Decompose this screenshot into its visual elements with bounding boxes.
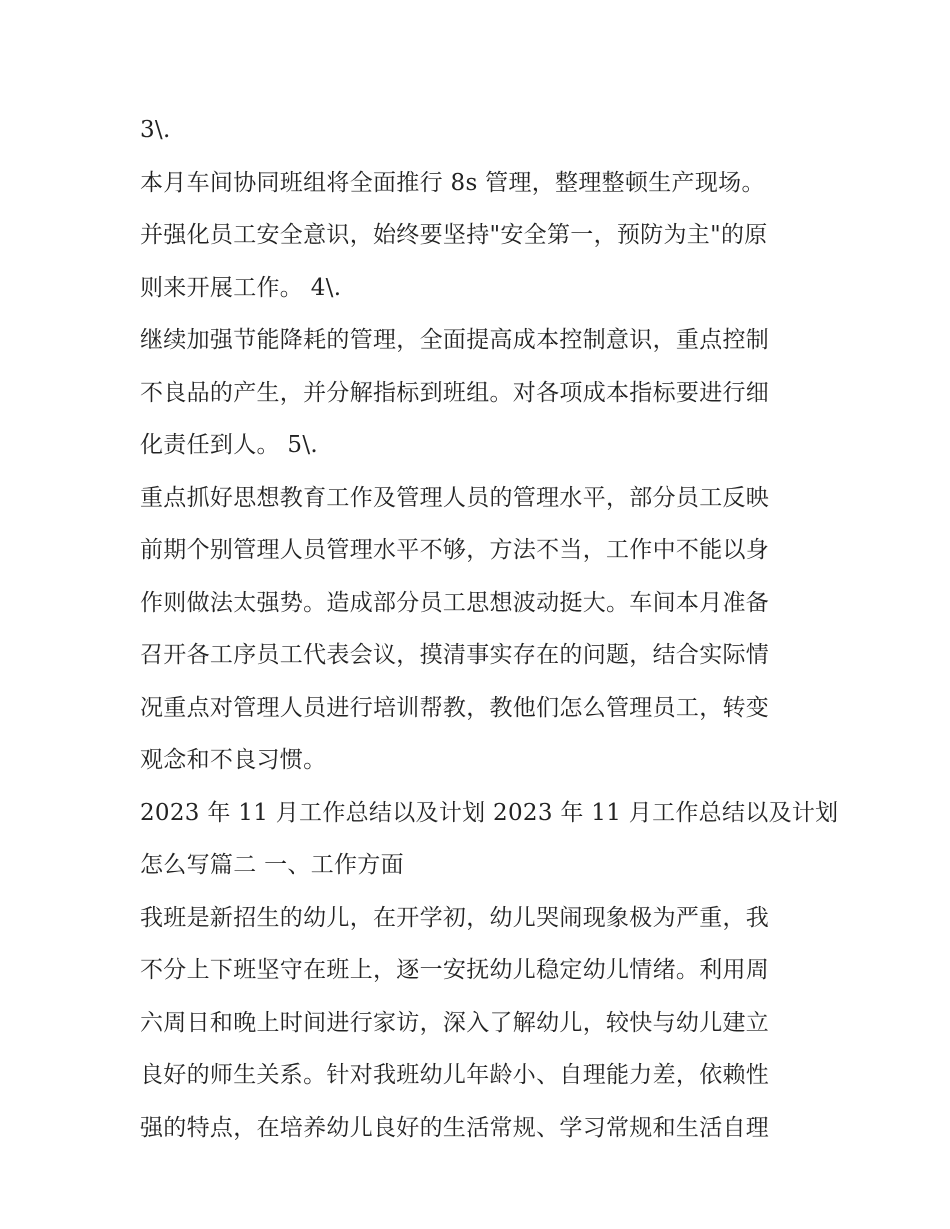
text-line: 并强化员工安全意识，始终要坚持"安全第一，预防为主"的原 (140, 222, 768, 248)
text-line: 前期个别管理人员管理水平不够，方法不当，工作中不能以身 (140, 537, 770, 563)
text-line: 召开各工序员工代表会议，摸清事实存在的问题，结合实际情 (140, 642, 770, 668)
text-line: 继续加强节能降耗的管理，全面提高成本控制意识，重点控制 (140, 327, 770, 353)
text-line: 况重点对管理人员进行培训帮教，教他们怎么管理员工，转变 (140, 694, 770, 721)
document-body (140, 104, 839, 1154)
text-line: 不良品的产生，并分解指标到班组。对各项成本指标要进行细 (140, 379, 770, 406)
text-line: 不分上下班坚守在班上，逐一安抚幼儿稳定幼儿情绪。利用周 (140, 957, 770, 983)
text-line: 怎么写篇二 一、工作方面 (140, 852, 404, 878)
text-line: 良好的师生关系。针对我班幼儿年龄小、自理能力差，依赖性 (140, 1062, 770, 1088)
text-line: 作则做法太强势。造成部分员工思想波动挺大。车间本月准备 (140, 589, 770, 616)
text-line: 化责任到人。 5\. (140, 432, 319, 458)
text-line: 重点抓好思想教育工作及管理人员的管理水平，部分员工反映 (140, 484, 770, 511)
text-line: 六周日和晚上时间进行家访，深入了解幼儿，较快与幼儿建立 (140, 1009, 770, 1036)
text-line: 强的特点，在培养幼儿良好的生活常规、学习常规和生活自理 (140, 1114, 770, 1141)
text-line: 我班是新招生的幼儿，在开学初，幼儿哭闹现象极为严重，我 (140, 904, 770, 931)
text-line: 则来开展工作。 4\. (140, 274, 342, 301)
text-line: 3\. (140, 117, 171, 143)
text-line: 观念和不良习惯。 (140, 747, 327, 773)
text-line: 本月车间协同班组将全面推行 8s 管理，整理整顿生产现场。 (140, 169, 765, 196)
text-line: 2023 年 11 月工作总结以及计划 2023 年 11 月工作总结以及计划 (140, 799, 839, 826)
